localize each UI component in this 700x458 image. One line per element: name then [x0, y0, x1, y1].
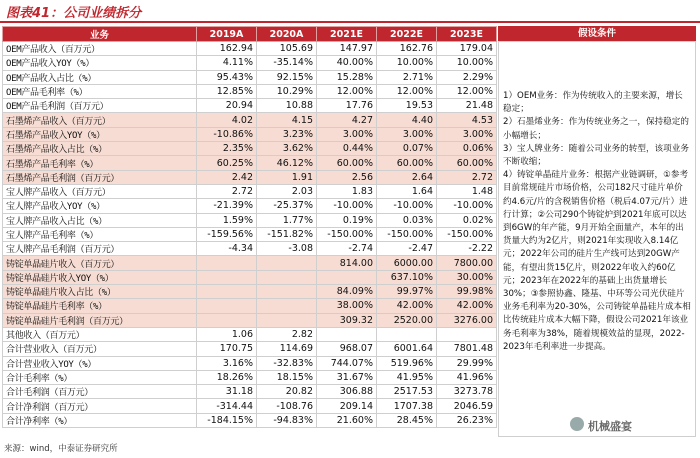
cell-value: 2.71% — [377, 70, 437, 84]
cell-value: 95.43% — [197, 70, 257, 84]
table-row — [3, 70, 497, 84]
cell-value: 2520.00 — [377, 313, 437, 327]
cell-value: 2.64 — [377, 170, 437, 184]
cell-value: 4.27 — [317, 113, 377, 127]
cell-value: 1.83 — [317, 184, 377, 198]
cell-value: 10.00% — [377, 56, 437, 70]
table-body — [3, 42, 497, 428]
cell-value: 60.00% — [317, 156, 377, 170]
cell-value: 2.72 — [197, 184, 257, 198]
cell-value: 7800.00 — [437, 256, 497, 270]
cell-value: 2.03 — [257, 184, 317, 198]
cell-value: -2.47 — [377, 242, 437, 256]
assumptions-header: 假设条件 — [498, 26, 696, 41]
cell-value: -2.74 — [317, 242, 377, 256]
cell-value: 10.88 — [257, 99, 317, 113]
cell-value: 0.06% — [437, 142, 497, 156]
header-2019a: 2019A — [197, 27, 257, 42]
cell-value: -108.76 — [257, 399, 317, 413]
cell-value: 968.07 — [317, 342, 377, 356]
watermark: 机械盛宴 — [588, 420, 632, 433]
table-row — [3, 256, 497, 270]
cell-value: 84.09% — [317, 285, 377, 299]
cell-value: 38.00% — [317, 299, 377, 313]
table-row — [3, 399, 497, 413]
assumption-wafer: 4）铸锭单晶硅片业务：根据产业链调研，①参考目前常规硅片市场价格，公司182尺寸硅片单价约4.6元/片的含税销售价格（税后4.07元/片）进行计算；②公司290个铸锭炉到2021年底可以达到6GW的年产能，9月开始全面量产，本年的出货量大约为2亿片，则2021年实现收入8.14亿元；2022年公司的硅片生产线可达到20GW产能，有望出货15亿片，则2022年收入约60亿元；2023年在2022年的基础上出货量增长30%；③参照协鑫、隆基、中环等公司光伏硅片业务毛利率为20-30%，公司铸锭单晶硅片成本相比传统硅片成本大幅下降，假设公司2021年该业务毛利率为38%，随着规模效益的显现，2022-2023年毛利率进一步提高。 — [503, 170, 691, 352]
cell-value: 28.45% — [377, 413, 437, 427]
cell-value: 2046.59 — [437, 399, 497, 413]
row-label: 宝人牌产品收入占比（%） — [3, 213, 197, 227]
table-row — [3, 227, 497, 241]
cell-value: 209.14 — [317, 399, 377, 413]
cell-value: 179.04 — [437, 42, 497, 56]
cell-value: 21.48 — [437, 99, 497, 113]
table-row — [3, 142, 497, 156]
cell-value — [317, 270, 377, 284]
cell-value: -3.08 — [257, 242, 317, 256]
header-2023e: 2023E — [437, 27, 497, 42]
cell-value — [197, 256, 257, 270]
table-row — [3, 313, 497, 327]
cell-value: 1707.38 — [377, 399, 437, 413]
table-row — [3, 327, 497, 341]
cell-value — [197, 285, 257, 299]
cell-value: 0.44% — [317, 142, 377, 156]
cell-value: 162.94 — [197, 42, 257, 56]
cell-value: 309.32 — [317, 313, 377, 327]
cell-value: 99.97% — [377, 285, 437, 299]
cell-value: 4.11% — [197, 56, 257, 70]
cell-value: 2.72 — [437, 170, 497, 184]
table-row — [3, 127, 497, 141]
cell-value — [197, 270, 257, 284]
cell-value: 4.40 — [377, 113, 437, 127]
cell-value: 1.64 — [377, 184, 437, 198]
cell-value — [257, 299, 317, 313]
row-label: 石墨烯产品毛利率（%） — [3, 156, 197, 170]
row-label: 铸锭单晶硅片毛利率（%） — [3, 299, 197, 313]
title-bar — [0, 0, 700, 22]
cell-value: -94.83% — [257, 413, 317, 427]
cell-value: 4.53 — [437, 113, 497, 127]
table-row — [3, 99, 497, 113]
cell-value: 41.95% — [377, 370, 437, 384]
table-header-row — [3, 27, 497, 42]
header-2021e: 2021E — [317, 27, 377, 42]
cell-value: 6001.64 — [377, 342, 437, 356]
cell-value — [257, 313, 317, 327]
row-label: 宝人牌产品收入YOY（%） — [3, 199, 197, 213]
table-row — [3, 356, 497, 370]
cell-value: 2517.53 — [377, 385, 437, 399]
row-label: 铸锭单晶硅片收入YOY（%） — [3, 270, 197, 284]
cell-value: 12.00% — [317, 84, 377, 98]
assumption-baoren: 3）宝人牌业务：随着公司业务的转型，该项业务不断收缩； — [503, 143, 689, 168]
cell-value: -314.44 — [197, 399, 257, 413]
row-label: 合计毛利润（百万元） — [3, 385, 197, 399]
table-row — [3, 42, 497, 56]
cell-value: 4.15 — [257, 113, 317, 127]
cell-value: 3.23% — [257, 127, 317, 141]
figure-title: 图表41：公司业绩拆分 — [6, 6, 142, 21]
table-row — [3, 385, 497, 399]
cell-value: 15.28% — [317, 70, 377, 84]
row-label: 铸锭单晶硅片收入占比（%） — [3, 285, 197, 299]
row-label: 合计营业收入YOY（%） — [3, 356, 197, 370]
cell-value: -159.56% — [197, 227, 257, 241]
source-note: 来源：wind，中泰证券研究所 — [4, 444, 118, 454]
cell-value: 6000.00 — [377, 256, 437, 270]
cell-value: 10.00% — [437, 56, 497, 70]
table-row — [3, 213, 497, 227]
cell-value: 1.48 — [437, 184, 497, 198]
row-label: 石墨烯产品收入占比（%） — [3, 142, 197, 156]
row-label: 铸锭单晶硅片收入（百万元） — [3, 256, 197, 270]
table-row — [3, 56, 497, 70]
row-label: OEM产品毛利率（%） — [3, 84, 197, 98]
cell-value: 0.07% — [377, 142, 437, 156]
cell-value: 31.67% — [317, 370, 377, 384]
cell-value: 3276.00 — [437, 313, 497, 327]
cell-value: 2.56 — [317, 170, 377, 184]
cell-value: 7801.48 — [437, 342, 497, 356]
cell-value: 10.29% — [257, 84, 317, 98]
cell-value: 4.02 — [197, 113, 257, 127]
cell-value: 2.42 — [197, 170, 257, 184]
cell-value — [257, 270, 317, 284]
table-row — [3, 413, 497, 427]
cell-value: 306.88 — [317, 385, 377, 399]
cell-value: 114.69 — [257, 342, 317, 356]
cell-value: 637.10% — [377, 270, 437, 284]
cell-value: 17.76 — [317, 99, 377, 113]
cell-value: 3.00% — [317, 127, 377, 141]
cell-value: 19.53 — [377, 99, 437, 113]
cell-value: -150.00% — [317, 227, 377, 241]
row-label: 合计净利率（%） — [3, 413, 197, 427]
cell-value: 30.00% — [437, 270, 497, 284]
row-label: 石墨烯产品收入YOY（%） — [3, 127, 197, 141]
row-label: 石墨烯产品收入（百万元） — [3, 113, 197, 127]
cell-value: 1.77% — [257, 213, 317, 227]
cell-value — [257, 285, 317, 299]
cell-value: -151.82% — [257, 227, 317, 241]
table-row — [3, 299, 497, 313]
cell-value: 31.18 — [197, 385, 257, 399]
cell-value: 60.25% — [197, 156, 257, 170]
cell-value: 18.15% — [257, 370, 317, 384]
table-row — [3, 270, 497, 284]
cell-value: 12.00% — [437, 84, 497, 98]
table-row — [3, 184, 497, 198]
cell-value — [197, 299, 257, 313]
row-label: OEM产品收入YOY（%） — [3, 56, 197, 70]
cell-value: 147.97 — [317, 42, 377, 56]
cell-value: 3.00% — [437, 127, 497, 141]
row-label: OEM产品毛利润（百万元） — [3, 99, 197, 113]
row-label: 其他收入（百万元） — [3, 327, 197, 341]
cell-value: 60.00% — [437, 156, 497, 170]
cell-value: 519.96% — [377, 356, 437, 370]
cell-value: 3273.78 — [437, 385, 497, 399]
table-row — [3, 84, 497, 98]
header-2022e: 2022E — [377, 27, 437, 42]
assumption-graphene: 2）石墨烯业务：作为传统业务之一，保持稳定的小幅增长； — [503, 117, 689, 141]
cell-value: -4.34 — [197, 242, 257, 256]
cell-value: -10.86% — [197, 127, 257, 141]
header-2020a: 2020A — [257, 27, 317, 42]
row-label: 铸锭单晶硅片毛利润（百万元） — [3, 313, 197, 327]
table-row — [3, 342, 497, 356]
table-row — [3, 170, 497, 184]
table-row — [3, 370, 497, 384]
cell-value: 60.00% — [377, 156, 437, 170]
table-row — [3, 285, 497, 299]
cell-value: 42.00% — [377, 299, 437, 313]
table-row — [3, 113, 497, 127]
assumption-oem: 1）OEM业务：作为传统收入的主要来源，增长稳定； — [503, 91, 683, 115]
cell-value: 99.98% — [437, 285, 497, 299]
cell-value: 12.00% — [377, 84, 437, 98]
row-label: OEM产品收入占比（%） — [3, 70, 197, 84]
cell-value — [437, 327, 497, 341]
cell-value: 1.06 — [197, 327, 257, 341]
cell-value: -10.00% — [377, 199, 437, 213]
cell-value — [257, 256, 317, 270]
row-label: 宝人牌产品毛利率（%） — [3, 227, 197, 241]
cell-value: 20.94 — [197, 99, 257, 113]
row-label: 石墨烯产品毛利润（百万元） — [3, 170, 197, 184]
assumptions-panel — [498, 41, 696, 437]
cell-value: 2.29% — [437, 70, 497, 84]
row-label: 合计净利润（百万元） — [3, 399, 197, 413]
cell-value: 21.60% — [317, 413, 377, 427]
cell-value: 18.26% — [197, 370, 257, 384]
table-row — [3, 156, 497, 170]
cell-value: -150.00% — [377, 227, 437, 241]
cell-value: 26.23% — [437, 413, 497, 427]
cell-value: 29.99% — [437, 356, 497, 370]
table-row — [3, 242, 497, 256]
cell-value: 1.91 — [257, 170, 317, 184]
cell-value: -35.14% — [257, 56, 317, 70]
cell-value: 46.12% — [257, 156, 317, 170]
cell-value: 3.62% — [257, 142, 317, 156]
cell-value — [197, 313, 257, 327]
cell-value: 0.02% — [437, 213, 497, 227]
cell-value: 20.82 — [257, 385, 317, 399]
cell-value: 0.19% — [317, 213, 377, 227]
cell-value — [317, 327, 377, 341]
header-business: 业务 — [3, 27, 197, 42]
cell-value: -10.00% — [317, 199, 377, 213]
cell-value: 41.96% — [437, 370, 497, 384]
title-underline — [0, 21, 700, 23]
table-row — [3, 199, 497, 213]
row-label: 宝人牌产品毛利润（百万元） — [3, 242, 197, 256]
cell-value: 0.03% — [377, 213, 437, 227]
cell-value: 12.85% — [197, 84, 257, 98]
cell-value — [377, 327, 437, 341]
performance-table — [2, 26, 497, 428]
cell-value: 105.69 — [257, 42, 317, 56]
wechat-logo-icon — [570, 417, 584, 431]
cell-value: 42.00% — [437, 299, 497, 313]
row-label: 宝人牌产品收入（百万元） — [3, 184, 197, 198]
cell-value: 2.35% — [197, 142, 257, 156]
cell-value: 170.75 — [197, 342, 257, 356]
row-label: 合计毛利率（%） — [3, 370, 197, 384]
cell-value: -32.83% — [257, 356, 317, 370]
cell-value: 744.07% — [317, 356, 377, 370]
cell-value: 40.00% — [317, 56, 377, 70]
row-label: 合计营业收入（百万元） — [3, 342, 197, 356]
cell-value: 3.16% — [197, 356, 257, 370]
cell-value: -25.37% — [257, 199, 317, 213]
cell-value: 162.76 — [377, 42, 437, 56]
cell-value: 92.15% — [257, 70, 317, 84]
cell-value: 3.00% — [377, 127, 437, 141]
cell-value: -2.22 — [437, 242, 497, 256]
cell-value: 1.59% — [197, 213, 257, 227]
cell-value: -10.00% — [437, 199, 497, 213]
cell-value: 2.82 — [257, 327, 317, 341]
cell-value: 814.00 — [317, 256, 377, 270]
cell-value: -184.15% — [197, 413, 257, 427]
cell-value: -150.00% — [437, 227, 497, 241]
row-label: OEM产品收入（百万元） — [3, 42, 197, 56]
cell-value: -21.39% — [197, 199, 257, 213]
